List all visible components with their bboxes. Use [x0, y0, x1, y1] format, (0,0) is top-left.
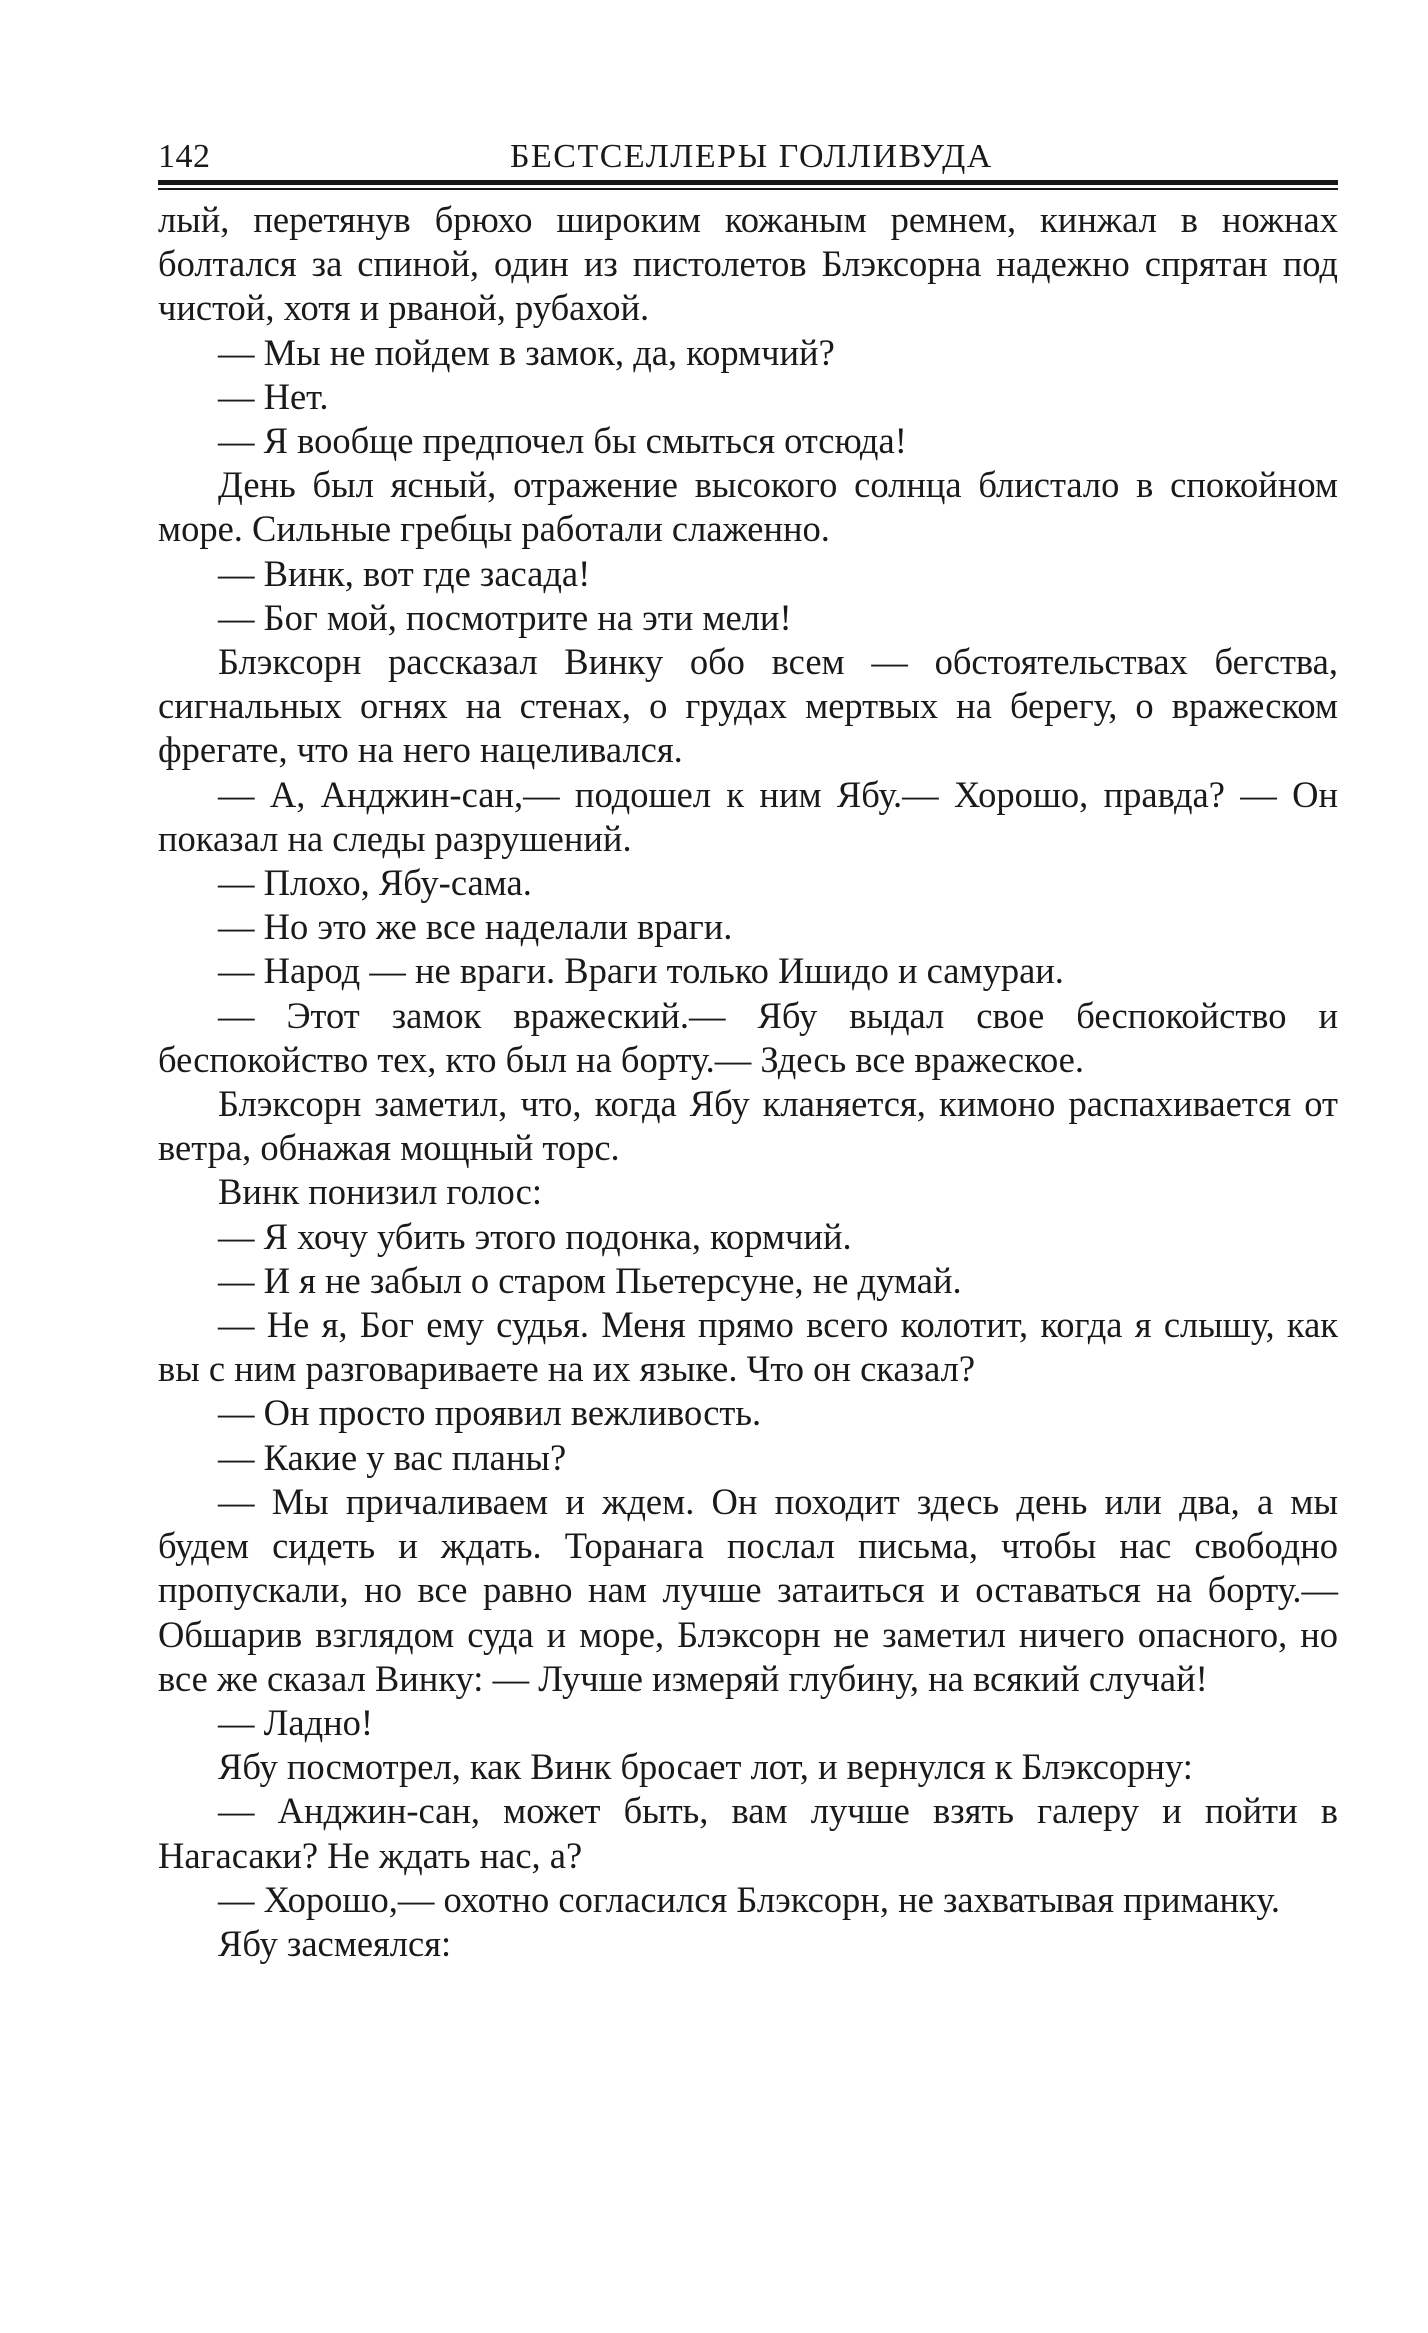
paragraph: — Нет.	[218, 375, 329, 417]
header-rule-thin	[158, 188, 1338, 190]
paragraph: — Я хочу убить этого подонка, кормчий.	[218, 1215, 852, 1257]
paragraph: — Я вообще предпочел бы смыться отсюда!	[218, 420, 907, 462]
body-text	[158, 198, 1338, 1966]
paragraph: — Винк, вот где засада!	[218, 552, 591, 594]
paragraph: — Не я, Бог ему судья. Меня прямо всего колотит, когда я слышу, как вы с ним разговариваете на их языке. Что он сказал?	[158, 1304, 1338, 1390]
paragraph: Ябу посмотрел, как Винк бросает лот, и вернулся к Блэксорну:	[218, 1746, 1193, 1788]
paragraph: — Плохо, Ябу-сама.	[218, 862, 532, 904]
paragraph: Блэксорн заметил, что, когда Ябу кланяется, кимоно распахивается от ветра, обнажая мощный торс.	[158, 1083, 1338, 1169]
paragraph: — А, Анджин-сан,— подошел к ним Ябу.— Хорошо, правда? — Он показал на следы разрушений.	[158, 773, 1338, 859]
header-rule-thick	[158, 180, 1338, 185]
paragraph: — Этот замок вражеский.— Ябу выдал свое беспокойство и беспокойство тех, кто был на борту.— Здесь все вражеское.	[158, 994, 1338, 1080]
paragraph: — Но это же все наделали враги.	[218, 906, 733, 948]
paragraph: — Какие у вас планы?	[218, 1436, 567, 1478]
paragraph: — Он просто проявил вежливость.	[218, 1392, 762, 1434]
book-page	[158, 128, 1338, 1966]
paragraph: — Мы не пойдем в замок, да, кормчий?	[218, 331, 835, 373]
paragraph: — Бог мой, посмотрите на эти мели!	[218, 596, 792, 638]
running-head	[158, 128, 1338, 180]
paragraph: — Хорошо,— охотно согласился Блэксорн, не захватывая приманку.	[218, 1878, 1280, 1920]
paragraph: — Народ — не враги. Враги только Ишидо и самураи.	[218, 950, 1064, 992]
paragraph: День был ясный, отражение высокого солнца блистало в спокойном море. Сильные гребцы работали слаженно.	[158, 464, 1338, 550]
page-number: 142	[158, 138, 211, 175]
running-title: БЕСТСЕЛЛЕРЫ ГОЛЛИВУДА	[510, 138, 993, 175]
paragraph: — Анджин-сан, может быть, вам лучше взять галеру и пойти в Нагасаки? Не ждать нас, а?	[158, 1790, 1338, 1876]
paragraph: Винк понизил голос:	[218, 1171, 542, 1213]
paragraph: лый, перетянув брюхо широким кожаным ремнем, кинжал в ножнах болтался за спиной, один из пистолетов Блэксорна надежно спрятан под чистой, хотя и рваной, рубахой.	[158, 199, 1338, 329]
paragraph: — И я не забыл о старом Пьетерсуне, не думай.	[218, 1259, 962, 1301]
paragraph: Ябу засмеялся:	[218, 1922, 452, 1964]
paragraph: — Ладно!	[218, 1701, 374, 1743]
paragraph: Блэксорн рассказал Винку обо всем — обстоятельствах бегства, сигнальных огнях на стенах, о грудах мертвых на берегу, о вражеском фрегате, что на него нацеливался.	[158, 641, 1338, 771]
paragraph: — Мы причаливаем и ждем. Он походит здесь день или два, а мы будем сидеть и ждать. Торанага послал письма, чтобы нас свободно пропускали, но все равно нам лучше затаиться и оставаться на борту.— Обшарив взглядом суда и море, Блэксорн не заметил ничего опасного, но все же сказал Винку: — Лучше измеряй глубину, на всякий случай!	[158, 1480, 1338, 1699]
